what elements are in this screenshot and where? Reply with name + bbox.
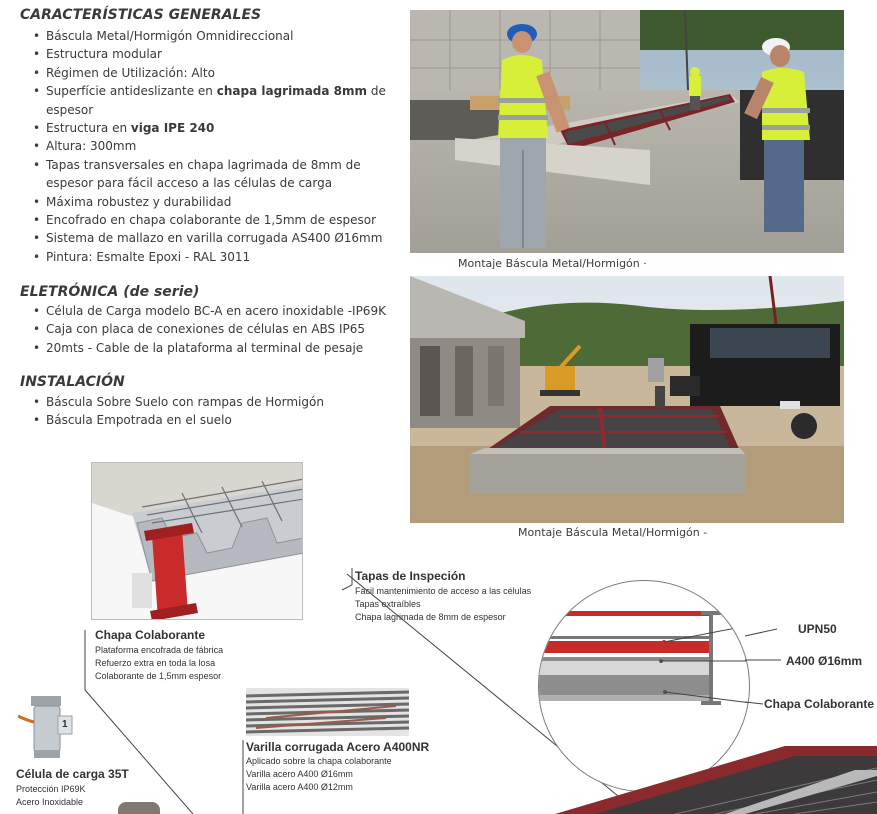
general-item-text: Pintura: Esmalte Epoxi - RAL 3011: [46, 249, 251, 264]
celula-line: Protección IP69K: [16, 784, 86, 794]
varilla-title: Varilla corrugada Acero A400NR: [246, 740, 430, 754]
varilla-description: [246, 755, 392, 794]
bullet-icon: •: [33, 65, 41, 80]
electronics-item-text: Caja con placa de conexiones de células en ABS IP65: [46, 322, 366, 337]
photo1-caption: Montaje Báscula Metal/Hormigón ·: [458, 257, 647, 270]
general-item-text: Sistema de mallazo en varilla corrugada AS400 Ø16mm: [46, 231, 383, 246]
general-item-text: Estructura en: [46, 121, 131, 136]
installation-item-text: Báscula Empotrada en el suelo: [46, 413, 232, 428]
general-item-text: Altura: 300mm: [46, 139, 137, 154]
general-title: CARACTERÍSTICAS GENERALES: [20, 7, 262, 23]
chapa-line: Plataforma encofrada de fábrica: [95, 645, 224, 655]
general-item-text: Superfície antideslizante en: [46, 84, 217, 99]
general-item-text: Régimen de Utilización: Alto: [46, 65, 215, 80]
electronics-item-text: Célula de Carga modelo BC-A en acero inoxidable -IP69K: [46, 304, 386, 318]
general-item-text: espesor: [46, 102, 94, 117]
varilla-line: Varilla acero A400 Ø16mm: [246, 769, 353, 779]
bolt-icon: [118, 802, 160, 814]
photo-rebar-bundle: [246, 688, 409, 736]
bullet-icon: •: [33, 213, 41, 228]
general-item-text: Báscula Metal/Hormigón Omnidireccional: [46, 29, 294, 43]
bullet-icon: •: [33, 194, 41, 209]
photo2-caption: Montaje Báscula Metal/Hormigón -: [518, 526, 708, 539]
chapa-title: Chapa Colaborante: [95, 628, 206, 642]
installation-title: INSTALACIÓN: [20, 374, 125, 390]
chapa-line: Refuerzo extra en toda la losa: [95, 658, 216, 668]
bullet-icon: •: [33, 139, 41, 154]
general-item-bold: viga IPE 240: [130, 121, 215, 136]
load-cell-image: [14, 690, 80, 760]
tapas-line: Chapa lagrimada de 8mm de espesor: [355, 612, 506, 622]
general-item-text: Tapas transversales en chapa lagrimada de 8mm de: [46, 157, 361, 172]
label-chapa-colaborante: Chapa Colaborante: [764, 697, 875, 711]
bullet-icon: •: [33, 340, 41, 355]
celula-description: [16, 783, 86, 809]
label-upn50: UPN50: [798, 622, 837, 636]
bullet-icon: •: [33, 29, 41, 43]
tapas-title: Tapas de Inspeción: [355, 569, 466, 583]
general-item-text: Encofrado en chapa colaborante de 1,5mm de espesor: [46, 213, 377, 228]
tapas-line: Tapas extraíbles: [355, 599, 421, 609]
bullet-icon: •: [33, 231, 41, 246]
bullet-icon: •: [33, 413, 41, 428]
general-item-text: Máxima robustez y durabilidad: [46, 194, 232, 209]
general-item-tail: de: [367, 84, 386, 99]
section-label-leaders: [745, 620, 785, 730]
bullet-icon: •: [33, 395, 41, 409]
general-item-text: Estructura modular: [46, 47, 162, 62]
varilla-line: Aplicado sobre la chapa colaborante: [246, 756, 392, 766]
electronics-item-text: 20mts - Cable de la plataforma al terminal de pesaje: [46, 340, 364, 355]
bullet-icon: •: [33, 304, 41, 318]
celula-title: Célula de carga 35T: [16, 767, 129, 781]
tapas-line: Fácil mantenimiento de acceso a las células: [355, 586, 532, 596]
electronics-title: ELETRÓNICA (de serie): [20, 284, 200, 300]
load-cell-number: 1: [62, 719, 68, 730]
celula-line: Acero Inoxidable: [16, 797, 84, 807]
bullet-icon: •: [33, 84, 41, 99]
bullet-icon: •: [33, 157, 41, 172]
bullet-icon: •: [33, 322, 41, 337]
bullet-icon: •: [33, 47, 41, 62]
bullet-icon: •: [33, 121, 41, 136]
platform-corner-image: [555, 746, 877, 814]
general-item-bold: chapa lagrimada 8mm: [216, 84, 368, 99]
general-item-text: espesor para fácil acceso a las células de carga: [46, 176, 333, 191]
installation-item-text: Báscula Sobre Suelo con rampas de Hormigón: [46, 395, 324, 409]
label-a400: A400 Ø16mm: [786, 654, 863, 668]
bullet-icon: •: [33, 249, 41, 264]
chapa-line: Colaborante de 1,5mm espesor: [95, 671, 222, 681]
varilla-line: Varilla acero A400 Ø12mm: [246, 782, 353, 792]
